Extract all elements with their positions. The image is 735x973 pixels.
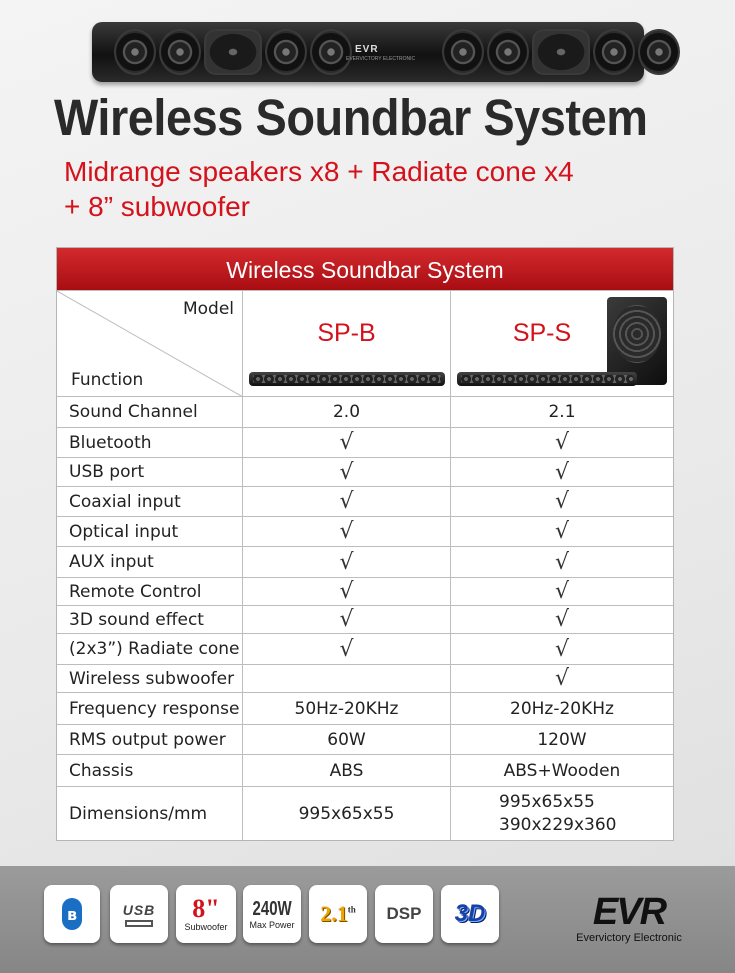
- sp-s-value: 20Hz-20KHz: [510, 698, 614, 719]
- usb-icon: USB: [122, 901, 156, 918]
- sp-b-check: √: [243, 634, 451, 664]
- sp-s-check: √: [554, 666, 570, 691]
- model-name: SP-S: [512, 319, 572, 347]
- sp-b-check: √: [243, 458, 451, 486]
- speaker-driver: [310, 29, 352, 75]
- table-row: [57, 664, 673, 692]
- spec-table: [56, 247, 674, 841]
- usb-plug-icon: [125, 920, 153, 927]
- table-body: [57, 396, 673, 786]
- row-label: Remote Control: [57, 578, 243, 605]
- power-value: 240W: [252, 898, 292, 920]
- table-row: [57, 605, 673, 633]
- sp-s-value: [451, 787, 673, 840]
- sp-b-check: √: [243, 428, 451, 457]
- table-row: [57, 577, 673, 605]
- table-row: [57, 486, 673, 516]
- brand-name: Evervictory Electronic: [576, 932, 682, 944]
- radiator-cone: [532, 29, 590, 75]
- subtitle-line-2: + 8” subwoofer: [64, 191, 250, 222]
- dimension-line-1: 995x65x55: [499, 791, 595, 812]
- left-speaker-group: [114, 29, 352, 75]
- sp-b-value: 60W: [243, 725, 451, 754]
- model-sp-s: [451, 291, 673, 396]
- row-label: Dimensions/mm: [57, 787, 243, 840]
- row-label: AUX input: [57, 547, 243, 577]
- table-row: [57, 396, 673, 427]
- sp-s-product-image: [457, 372, 637, 386]
- table-row: [57, 546, 673, 577]
- row-label: Optical input: [57, 517, 243, 546]
- sp-b-product-image: [249, 372, 445, 386]
- sp-s-value: ABS+Wooden: [503, 760, 621, 781]
- model-sp-b: [243, 291, 451, 396]
- model-name: SP-B: [317, 319, 376, 347]
- brand-logo: EVR: [592, 891, 666, 933]
- sp-b-check: [243, 665, 451, 692]
- sp-b-value: 2.0: [243, 397, 451, 427]
- row-label: (2x3”) Radiate cone: [57, 634, 243, 664]
- table-header: Wireless Soundbar System: [57, 248, 673, 290]
- dsp-icon: DSP: [386, 904, 422, 923]
- row-label: Bluetooth: [57, 428, 243, 457]
- usb-feature: [110, 885, 168, 943]
- row-label: Coaxial input: [57, 487, 243, 516]
- hero-soundbar-image: [92, 22, 644, 82]
- sp-b-check: √: [243, 578, 451, 605]
- radiator-cone: [204, 29, 262, 75]
- sp-b-value: 995x65x55: [243, 787, 451, 840]
- right-speaker-group: [442, 29, 680, 75]
- speaker-driver: [638, 29, 680, 75]
- channel-icon: 2.1th: [320, 901, 356, 926]
- dimension-line-2: 390x229x360: [499, 814, 617, 835]
- subtitle-line-1: Midrange speakers x8 + Radiate cone x4: [64, 156, 574, 187]
- sp-s-check: √: [554, 519, 570, 544]
- function-label: Function: [71, 370, 144, 390]
- table-row: [57, 516, 673, 546]
- dsp-feature: [375, 885, 433, 943]
- subwoofer-label: Subwoofer: [184, 922, 228, 932]
- row-label: Frequency response: [57, 693, 243, 724]
- 3d-feature: [441, 885, 499, 943]
- sp-s-check: √: [554, 579, 570, 604]
- subwoofer-feature: [176, 885, 236, 943]
- sp-s-check: √: [554, 430, 570, 455]
- row-label: 3D sound effect: [57, 606, 243, 633]
- sp-s-check: √: [554, 459, 570, 485]
- row-label: Sound Channel: [57, 397, 243, 427]
- brand-block: [564, 892, 694, 944]
- row-label: Chassis: [57, 755, 243, 786]
- bluetooth-icon: ʙ: [62, 898, 82, 930]
- 3d-icon: 3D: [454, 900, 486, 927]
- table-row: [57, 457, 673, 486]
- sp-s-check: √: [554, 489, 570, 514]
- model-label: Model: [182, 299, 234, 319]
- row-label: Wireless subwoofer: [57, 665, 243, 692]
- power-label: Max Power: [249, 920, 295, 930]
- sp-s-check: √: [554, 636, 570, 662]
- table-row: [57, 754, 673, 786]
- table-model-row: [57, 290, 673, 396]
- speaker-driver: [265, 29, 307, 75]
- diagonal-header-cell: [57, 291, 243, 396]
- row-label: RMS output power: [57, 725, 243, 754]
- page-subtitle: [64, 154, 684, 224]
- channel-feature: [309, 885, 367, 943]
- sp-s-value: 120W: [537, 729, 587, 750]
- sp-s-value: 2.1: [548, 402, 576, 422]
- sp-s-check: √: [554, 549, 570, 575]
- power-feature: [243, 885, 301, 943]
- speaker-driver: [487, 29, 529, 75]
- sp-b-check: √: [243, 487, 451, 516]
- sp-s-check: √: [554, 607, 570, 632]
- sp-b-check: √: [243, 547, 451, 577]
- speaker-driver: [442, 29, 484, 75]
- sp-b-value: 50Hz-20KHz: [243, 693, 451, 724]
- sp-b-check: √: [243, 517, 451, 546]
- speaker-driver: [114, 29, 156, 75]
- row-label: USB port: [57, 458, 243, 486]
- hero-logo-sub: EVERVICTORY ELECTRONIC: [346, 56, 416, 62]
- table-row: [57, 633, 673, 664]
- table-row: [57, 427, 673, 457]
- speaker-driver: [159, 29, 201, 75]
- speaker-driver: [593, 29, 635, 75]
- subwoofer-size: 8": [192, 894, 220, 923]
- sp-b-value: ABS: [243, 755, 451, 786]
- table-row: [57, 724, 673, 754]
- bluetooth-feature: [44, 885, 100, 943]
- page-title: Wireless Soundbar System: [54, 89, 648, 146]
- hero-logo: EVR: [355, 44, 379, 55]
- sp-b-check: √: [243, 606, 451, 633]
- table-row-dimensions: [57, 786, 673, 840]
- table-row: [57, 692, 673, 724]
